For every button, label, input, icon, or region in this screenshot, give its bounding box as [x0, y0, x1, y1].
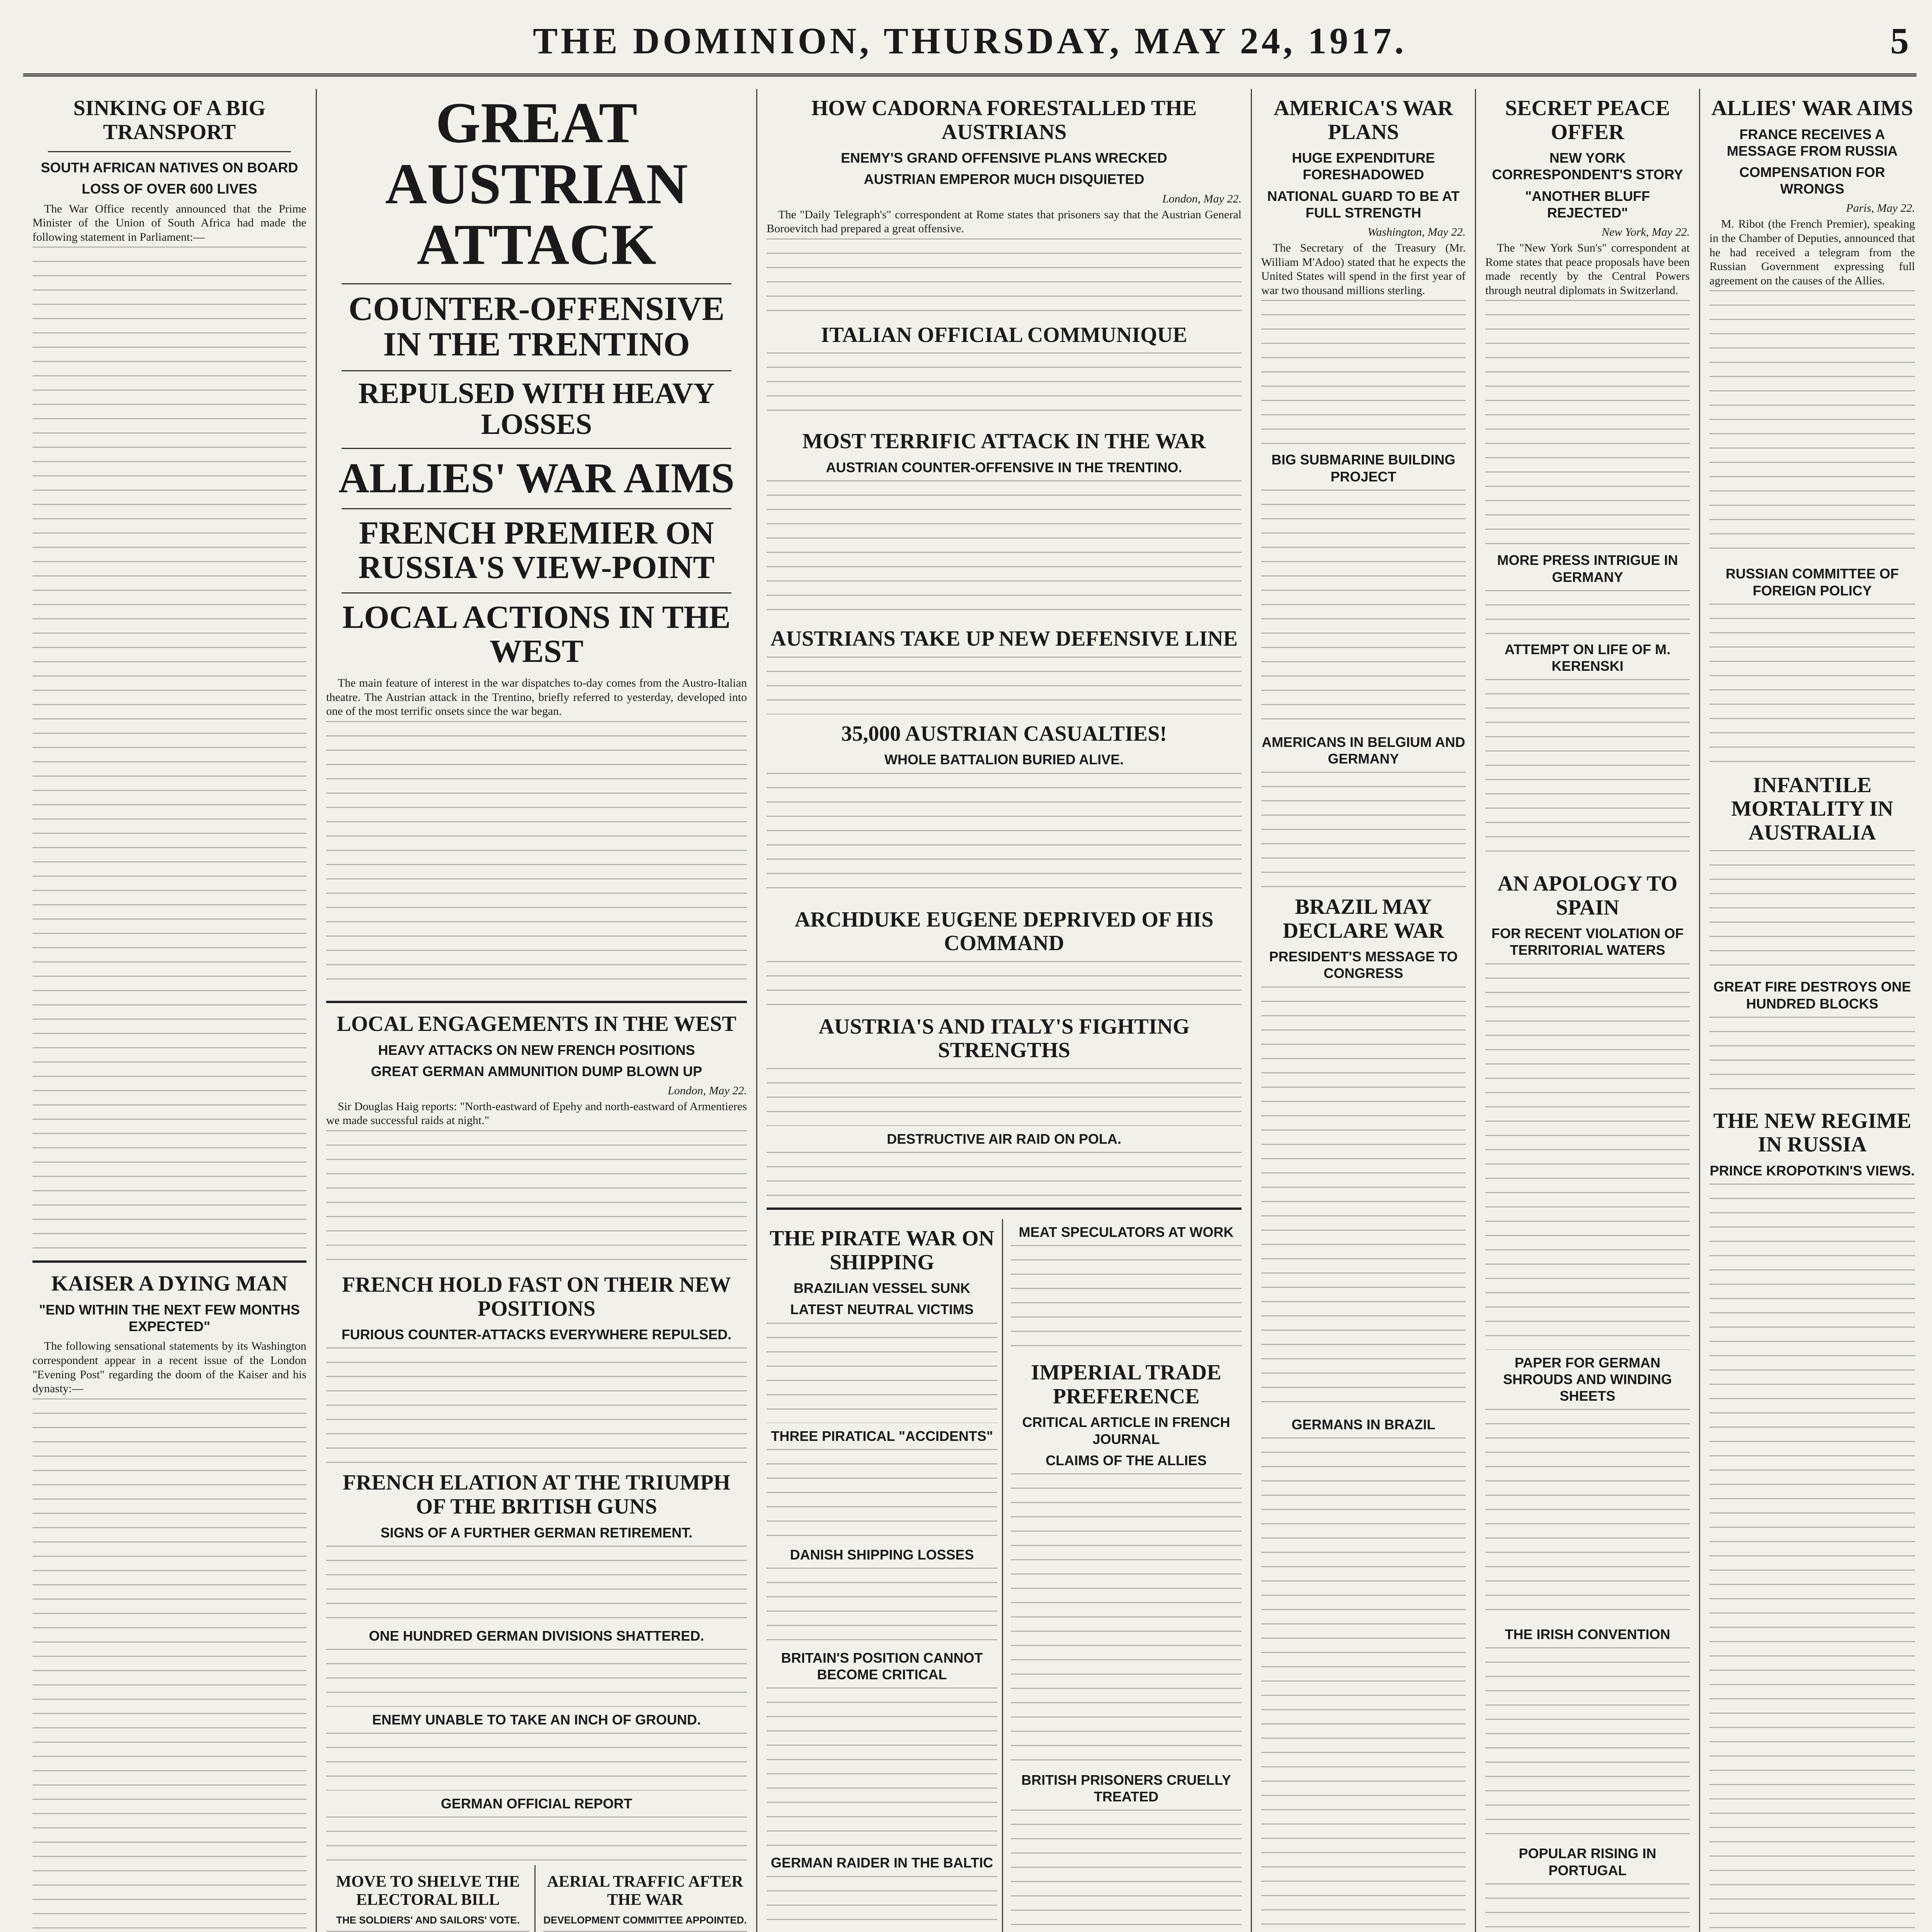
dateline: London, May 22.	[668, 1084, 747, 1097]
trade-column	[1011, 1219, 1242, 1932]
bottom-row	[326, 1865, 747, 1932]
article-body	[326, 1733, 747, 1791]
article-text: The "Daily Telegraph's" correspondent at Rome states that prisoners say that the Austrian General Boroevitch had prepared a great offensive.	[767, 208, 1242, 235]
subheadline: "END WITHIN THE NEXT FEW MONTHS EXPECTED"	[39, 1301, 300, 1335]
headline: AMERICA'S WAR PLANS	[1274, 96, 1453, 144]
subheadline: SIGNS OF A FURTHER GERMAN RETIREMENT.	[380, 1524, 693, 1541]
column-4	[1252, 89, 1476, 1932]
headline: AUSTRIA'S AND ITALY'S FIGHTING STRENGTHS	[818, 1014, 1190, 1063]
subheadline: LOSS OF OVER 600 LIVES	[82, 181, 257, 197]
subheadline: DESTRUCTIVE AIR RAID ON POLA.	[887, 1131, 1121, 1147]
article-text: The "New York Sun's" correspondent at Rome states that peace proposals have been made recently by the Central Powers through neutral diplomats in Switzerland.	[1485, 241, 1690, 297]
article-body	[767, 1152, 1242, 1198]
headline: FRENCH HOLD FAST ON THEIR NEW POSITIONS	[342, 1273, 731, 1321]
divider	[342, 448, 731, 449]
divider	[342, 283, 731, 284]
article-body	[326, 1130, 747, 1265]
subheadline: COMPENSATION FOR WRONGS	[1739, 164, 1885, 197]
dateline: New York, May 22.	[1601, 225, 1690, 238]
subheadline: BRITISH PRISONERS CRUELLY TREATED	[1021, 1772, 1231, 1805]
subheadline: SOUTH AFRICAN NATIVES ON BOARD	[41, 160, 298, 176]
subheadline: ONE HUNDRED GERMAN DIVISIONS SHATTERED.	[369, 1628, 704, 1644]
subheadline: HUGE EXPENDITURE FORESHADOWED	[1292, 150, 1435, 183]
headline: SECRET PEACE OFFER	[1505, 96, 1670, 144]
banner-headline: ALLIES' WAR AIMS	[338, 454, 735, 502]
subheadline: GERMAN OFFICIAL REPORT	[440, 1796, 633, 1812]
headline: KAISER A DYING MAN	[51, 1272, 288, 1296]
article-body	[1485, 1409, 1690, 1621]
subheadline: FRANCE RECEIVES A MESSAGE FROM RUSSIA	[1726, 126, 1898, 159]
pirate-war-column	[767, 1219, 1003, 1932]
subheadline: CRITICAL ARTICLE IN FRENCH JOURNAL	[1022, 1414, 1230, 1447]
article-body	[1485, 300, 1690, 547]
article-body	[767, 656, 1242, 714]
article-body	[1011, 1245, 1242, 1353]
subheadline: AMERICANS IN BELGIUM AND GERMANY	[1262, 734, 1465, 767]
article-body	[1261, 490, 1466, 729]
headline: ALLIES' WAR AIMS	[1711, 96, 1913, 120]
article-body	[767, 1687, 997, 1850]
divider	[32, 1260, 306, 1263]
subheadline: MORE PRESS INTRIGUE IN GERMANY	[1497, 552, 1678, 585]
subheadline: WHOLE BATTALION BURIED ALIVE.	[884, 752, 1124, 768]
headline: 35,000 AUSTRIAN CASUALTIES!	[841, 721, 1167, 746]
banner-headline: LOCAL ACTIONS IN THE WEST	[342, 599, 731, 669]
subheadline: RUSSIAN COMMITTEE OF FOREIGN POLICY	[1726, 566, 1899, 599]
divider	[342, 508, 731, 509]
subheadline: AUSTRIAN EMPEROR MUCH DISQUIETED	[864, 171, 1145, 187]
banner-headline: FRENCH PREMIER ON RUSSIA'S VIEW-POINT	[358, 515, 715, 585]
electoral-bill-article	[326, 1865, 536, 1932]
lower-split	[767, 1219, 1242, 1932]
subheadline: ENEMY UNABLE TO TAKE AN INCH OF GROUND.	[372, 1712, 701, 1728]
column-6	[1700, 89, 1924, 1932]
lead-paragraph: The main feature of interest in the war dispatches to-day comes from the Austro-Italian theatre. The Austrian attack in the Trentino, briefly referred to yesterday, developed into one of the most terrific onsets since the war began.	[326, 677, 747, 718]
article-body	[32, 1398, 306, 1932]
article-body	[767, 1568, 997, 1645]
divider	[342, 370, 731, 371]
headline: HOW CADORNA FORESTALLED THE AUSTRIANS	[811, 96, 1197, 144]
headline: IMPERIAL TRADE PREFERENCE	[1031, 1361, 1221, 1408]
article-text: Sir Douglas Haig reports: "North-eastward of Epehy and north-eastward of Armentieres we made successful raids at night."	[326, 1100, 747, 1127]
divider	[767, 1208, 1242, 1210]
headline: INFANTILE MORTALITY IN AUSTRALIA	[1731, 773, 1893, 845]
article-body	[1709, 604, 1915, 766]
article-body	[767, 238, 1242, 316]
article-body	[1485, 1647, 1690, 1840]
article-body	[767, 773, 1242, 900]
subheadline: NEW YORK CORRESPONDENT'S STORY	[1492, 150, 1683, 183]
headline: MOST TERRIFIC ATTACK IN THE WAR	[802, 429, 1206, 454]
article-body	[1485, 963, 1690, 1350]
article-body	[1011, 1810, 1242, 1932]
article-body	[1485, 590, 1690, 636]
article-body	[767, 1323, 997, 1423]
divider	[48, 151, 291, 152]
subheadline: GREAT FIRE DESTROYS ONE HUNDRED BLOCKS	[1713, 979, 1911, 1012]
article-body	[1261, 986, 1466, 1412]
dateline: Washington, May 22.	[1367, 225, 1466, 238]
page-number: 5	[1890, 20, 1909, 61]
subheadline: MEAT SPECULATORS AT WORK	[1019, 1224, 1234, 1240]
article-body	[326, 721, 747, 992]
subheadline: BIG SUBMARINE BUILDING PROJECT	[1271, 452, 1456, 485]
column-3	[757, 89, 1252, 1932]
subheadline: AUSTRIAN COUNTER-OFFENSIVE IN THE TRENTINO.	[826, 459, 1182, 475]
subheadline: THE IRISH CONVENTION	[1505, 1626, 1670, 1643]
article-body	[32, 247, 306, 1251]
subheadline: POPULAR RISING IN PORTUGAL	[1519, 1845, 1656, 1878]
subheadline: NATIONAL GUARD TO BE AT FULL STRENGTH	[1267, 188, 1460, 221]
article-body	[767, 1449, 997, 1542]
subheadline: GREAT GERMAN AMMUNITION DUMP BLOWN UP	[371, 1063, 702, 1079]
subheadline: GERMAN RAIDER IN THE BALTIC	[770, 1855, 993, 1871]
subheadline: DEVELOPMENT COMMITTEE APPOINTED.	[543, 1914, 747, 1926]
subheadline: BRAZILIAN VESSEL SUNK	[793, 1280, 971, 1296]
article-body	[326, 1649, 747, 1707]
subheadline: PAPER FOR GERMAN SHROUDS AND WINDING SHEETS	[1503, 1354, 1672, 1404]
subheadline: BRITAIN'S POSITION CANNOT BECOME CRITICAL	[781, 1650, 983, 1683]
article-text: The War Office recently announced that the Prime Minister of the Union of South Africa had made the following statement in Parliament:—	[32, 202, 306, 243]
column-1	[23, 89, 317, 1932]
article-body	[1261, 772, 1466, 888]
subheadline: ATTEMPT ON LIFE OF M. KERENSKI	[1504, 641, 1671, 674]
subheadline: ENEMY'S GRAND OFFENSIVE PLANS WRECKED	[841, 150, 1167, 166]
article-body	[326, 1347, 747, 1463]
headline: LOCAL ENGAGEMENTS IN THE WEST	[337, 1012, 736, 1036]
headline: AERIAL TRAFFIC AFTER THE WAR	[547, 1873, 743, 1909]
headline: FRENCH ELATION AT THE TRIUMPH OF THE BRITISH GUNS	[343, 1471, 730, 1519]
subheadline: FURIOUS COUNTER-ATTACKS EVERYWHERE REPULSED.	[341, 1327, 732, 1343]
article-body	[767, 352, 1242, 422]
article-body	[767, 1876, 997, 1932]
subheadline: LATEST NEUTRAL VICTIMS	[790, 1301, 974, 1318]
headline: AN APOLOGY TO SPAIN	[1497, 872, 1678, 920]
banner-headline: REPULSED WITH HEAVY LOSSES	[358, 377, 715, 441]
article-text: The following sensational statements by its Washington correspondent appear in a recent issue of the London "Evening Post" regarding the doom of the Kaiser and his dynasty:—	[32, 1340, 306, 1395]
newspaper-title: THE DOMINION, THURSDAY, MAY 24, 1917.	[533, 20, 1407, 61]
article-body	[1261, 1437, 1466, 1932]
divider	[342, 592, 731, 594]
article-body	[1709, 290, 1915, 561]
masthead	[23, 15, 1917, 77]
subheadline: DANISH SHIPPING LOSSES	[790, 1546, 974, 1563]
headline: MOVE TO SHELVE THE ELECTORAL BILL	[336, 1873, 520, 1909]
banner-headline: COUNTER-OFFENSIVE IN THE TRENTINO	[349, 290, 724, 363]
dateline: Paris, May 22.	[1846, 202, 1915, 215]
headline: THE PIRATE WAR ON SHIPPING	[769, 1226, 995, 1274]
divider	[326, 1001, 747, 1003]
subheadline: THREE PIRATICAL "ACCIDENTS"	[771, 1428, 993, 1444]
subheadline: PRESIDENT'S MESSAGE TO CONGRESS	[1269, 949, 1458, 981]
article-body	[767, 1068, 1242, 1126]
article-body	[1261, 300, 1466, 447]
subheadline: "ANOTHER BLUFF REJECTED"	[1525, 188, 1650, 221]
dateline: London, May 22.	[1162, 192, 1242, 205]
article-body	[1485, 679, 1690, 864]
headline: ARCHDUKE EUGENE DEPRIVED OF HIS COMMAND	[794, 907, 1214, 956]
article-body	[1709, 1184, 1915, 1932]
article-body	[767, 961, 1242, 1007]
article-text: The Secretary of the Treasury (Mr. William M'Adoo) stated that he expects the United States will spend in the first year of war two thousand millions sterling.	[1261, 241, 1466, 297]
headline: BRAZIL MAY DECLARE WAR	[1282, 895, 1444, 943]
headline: AUSTRIANS TAKE UP NEW DEFENSIVE LINE	[770, 627, 1238, 651]
article-body	[767, 480, 1242, 619]
column-2	[317, 89, 757, 1932]
article-body	[1709, 850, 1915, 974]
headline: THE NEW REGIME IN RUSSIA	[1713, 1109, 1912, 1157]
article-text: M. Ribot (the French Premier), speaking in the Chamber of Deputies, announced that he had received a telegram from the Russian Government expressing full agreement on the causes of the Allies.	[1709, 218, 1915, 287]
subheadline: CLAIMS OF THE ALLIES	[1046, 1452, 1207, 1468]
subheadline: GERMANS IN BRAZIL	[1291, 1416, 1435, 1432]
article-body	[1011, 1473, 1242, 1767]
subheadline: HEAVY ATTACKS ON NEW FRENCH POSITIONS	[378, 1042, 695, 1058]
headline: ITALIAN OFFICIAL COMMUNIQUE	[821, 323, 1187, 347]
article-body	[326, 1546, 747, 1623]
aerial-traffic-article	[543, 1865, 747, 1932]
column-5	[1476, 89, 1700, 1932]
subheadline: PRINCE KROPOTKIN'S VIEWS.	[1709, 1163, 1915, 1179]
banner-headline: GREAT AUSTRIAN ATTACK	[385, 91, 688, 277]
article-body	[1709, 1017, 1915, 1102]
article-body	[1485, 1883, 1690, 1932]
subheadline: THE SOLDIERS' AND SAILORS' VOTE.	[336, 1914, 520, 1926]
subheadline: FOR RECENT VIOLATION OF TERRITORIAL WATERS	[1491, 925, 1684, 958]
headline: SINKING OF A BIG TRANSPORT	[73, 96, 266, 144]
article-body	[326, 1816, 747, 1863]
